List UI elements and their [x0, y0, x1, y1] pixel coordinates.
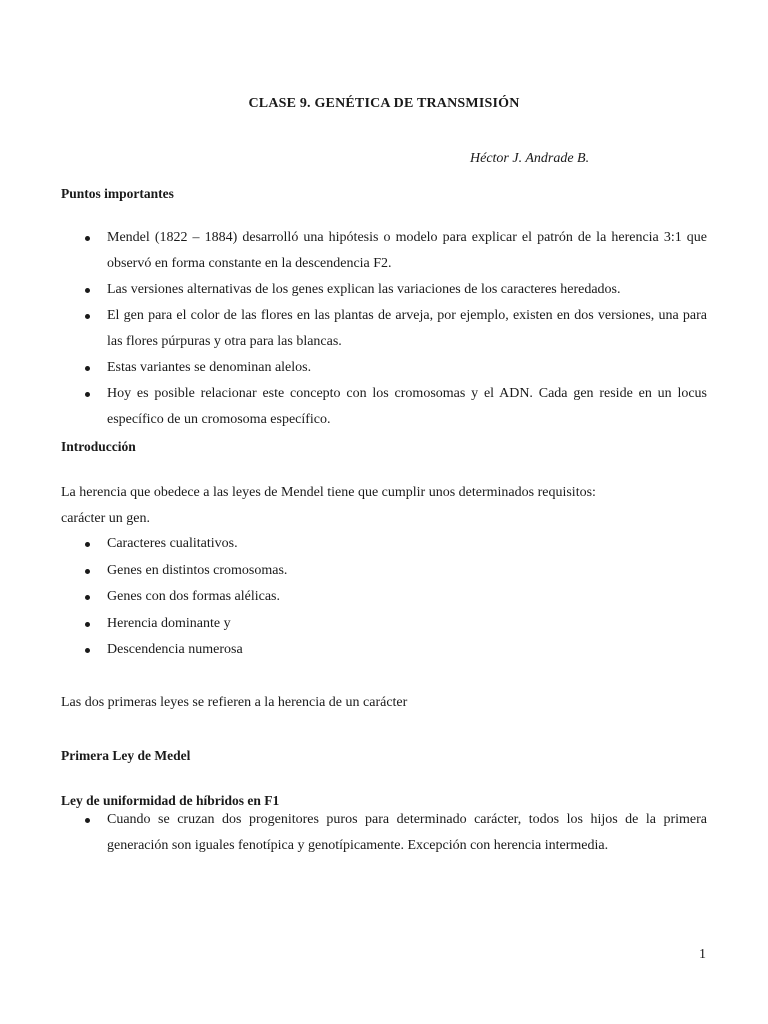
list-item — [61, 531, 707, 558]
list-item — [61, 807, 707, 859]
list-item-text: Cuando se cruzan dos progenitores puros para determinado carácter, todos los hijos de la primera generación son iguales fenotípica y genotípicamente. Excepción con herencia intermedia. — [107, 812, 707, 853]
document-title: CLASE 9. GENÉTICA DE TRANSMISIÓN — [248, 96, 520, 111]
list-item — [61, 637, 707, 664]
list-item — [61, 355, 707, 381]
intro-paragraph: La herencia que obedece a las leyes de Mendel tiene que cumplir unos determinados requisitos: — [61, 485, 596, 500]
uniformidad-list — [61, 807, 707, 859]
list-item — [61, 584, 707, 611]
bullet-icon — [85, 542, 90, 547]
heading-puntos-importantes: Puntos importantes — [61, 186, 174, 201]
list-item — [61, 277, 707, 303]
list-item-text: Genes con dos formas alélicas. — [107, 589, 280, 604]
list-item-text: Estas variantes se denominan alelos. — [107, 360, 312, 375]
list-item — [61, 225, 707, 277]
bullet-icon — [85, 622, 90, 627]
bullet-icon — [85, 818, 90, 823]
bullet-icon — [85, 569, 90, 574]
list-item — [61, 611, 707, 638]
bullet-icon — [85, 648, 90, 653]
list-item-text: Genes en distintos cromosomas. — [107, 562, 288, 578]
list-item-text: Herencia dominante y — [107, 615, 231, 631]
intro-paragraph-continued: carácter un gen. — [61, 511, 150, 526]
list-item-text: Las versiones alternativas de los genes explican las variaciones de los caracteres heredados. — [107, 282, 621, 297]
puntos-list — [61, 225, 707, 433]
list-item-text: Mendel (1822 – 1884) desarrolló una hipótesis o modelo para explicar el patrón de la herencia 3:1 que observó en forma constante en la descendencia F2. — [107, 230, 707, 271]
requisitos-list — [61, 531, 707, 664]
author-name: Héctor J. Andrade B. — [470, 151, 590, 166]
list-item — [61, 303, 707, 355]
list-item-text: Caracteres cualitativos. — [107, 536, 238, 551]
heading-primera-ley: Primera Ley de Medel — [61, 748, 191, 763]
bullet-icon — [85, 595, 90, 600]
bullet-icon — [85, 314, 90, 319]
bullet-icon — [85, 236, 90, 241]
bullet-icon — [85, 392, 90, 397]
leyes-paragraph: Las dos primeras leyes se refieren a la herencia de un carácter — [61, 695, 408, 710]
page-number: 1 — [699, 947, 706, 962]
bullet-icon — [85, 366, 90, 371]
heading-ley-uniformidad: Ley de uniformidad de híbridos en F1 — [61, 793, 280, 808]
list-item-text: El gen para el color de las flores en las plantas de arveja, por ejemplo, existen en dos versiones, una para las flores púrpuras y otra para las blancas. — [107, 308, 707, 349]
list-item-text: Descendencia numerosa — [107, 642, 243, 657]
heading-introduccion: Introducción — [61, 439, 136, 454]
list-item — [61, 381, 707, 433]
list-item — [61, 558, 707, 585]
bullet-icon — [85, 288, 90, 293]
list-item-text: Hoy es posible relacionar este concepto con los cromosomas y el ADN. Cada gen reside en un locus específico de un cromosoma específico. — [107, 386, 707, 427]
